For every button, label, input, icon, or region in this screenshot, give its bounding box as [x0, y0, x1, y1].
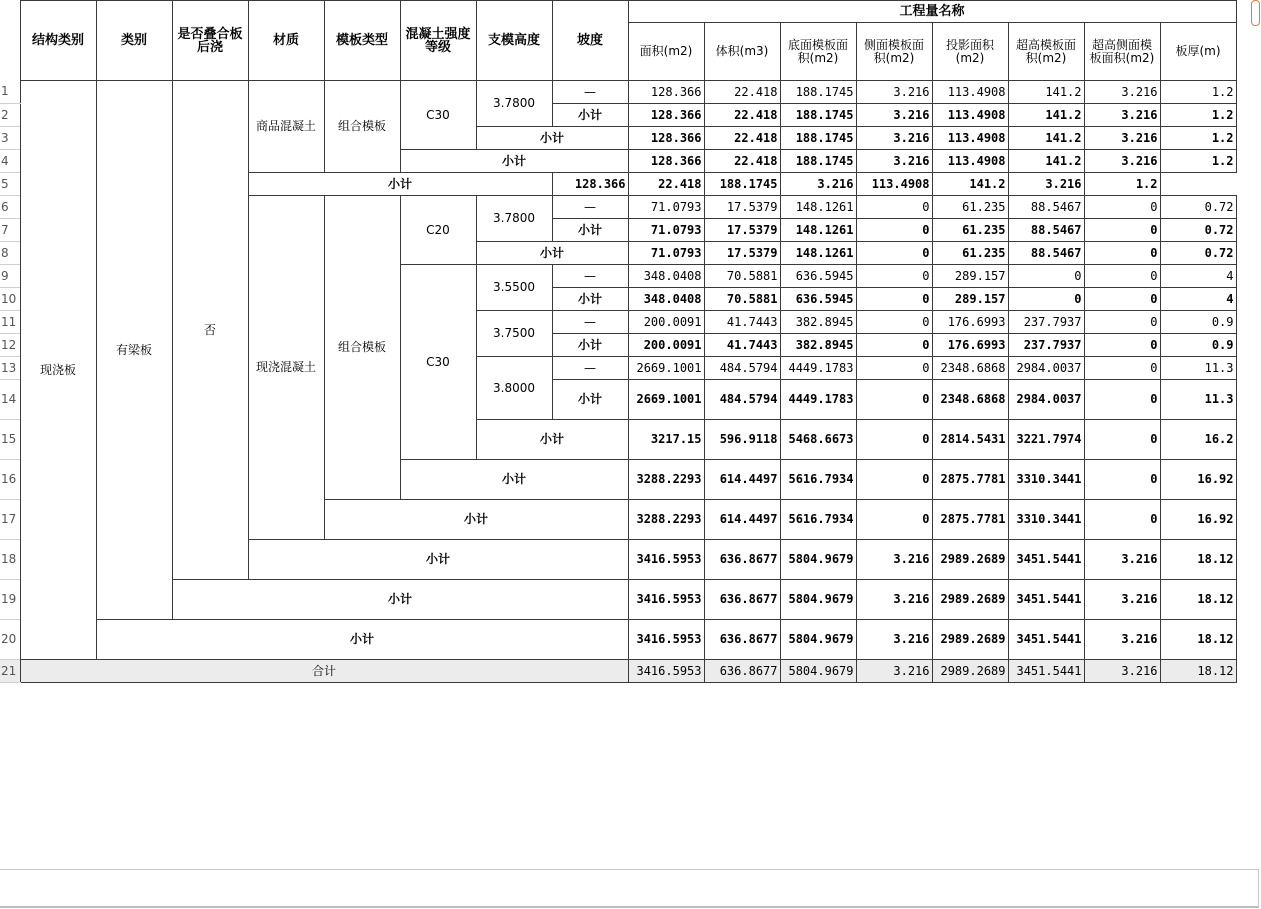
cell-slope[interactable]: —: [552, 81, 628, 104]
cell-value[interactable]: 188.1745: [780, 81, 856, 104]
table-row[interactable]: [0, 81, 1236, 104]
col-header-overlap[interactable]: 是否叠合板后浇: [172, 1, 248, 81]
cell-value[interactable]: 2814.5431: [932, 420, 1008, 460]
cell-struct-type[interactable]: 现浇板: [20, 81, 96, 660]
cell-value[interactable]: 2989.2689: [932, 660, 1008, 683]
cell-subtotal-label[interactable]: 小计: [400, 150, 628, 173]
cell-value[interactable]: 636.5945: [780, 265, 856, 288]
cell-value[interactable]: 17.5379: [704, 219, 780, 242]
cell-value[interactable]: 3416.5953: [628, 540, 704, 580]
corner-cell: [0, 1, 20, 81]
cell-value[interactable]: 3416.5953: [628, 660, 704, 683]
cell-value[interactable]: 128.366: [552, 173, 628, 196]
col-header-support-height[interactable]: 支模高度: [476, 1, 552, 81]
cell-overlap[interactable]: 否: [172, 81, 248, 580]
cell-value[interactable]: 3.216: [1084, 104, 1160, 127]
cell-value[interactable]: 88.5467: [1008, 196, 1084, 219]
cell-value[interactable]: 61.235: [932, 196, 1008, 219]
row-number: 11: [0, 311, 20, 334]
cell-value[interactable]: 3221.7974: [1008, 420, 1084, 460]
total-row[interactable]: [0, 660, 1236, 683]
cell-value[interactable]: 18.12: [1160, 540, 1236, 580]
cell-subtotal-label[interactable]: 小计: [476, 127, 628, 150]
bottom-panel: [0, 869, 1259, 908]
cell-value[interactable]: 0: [1084, 196, 1160, 219]
cell-value[interactable]: 348.0408: [628, 288, 704, 311]
cell-value[interactable]: 3.216: [1084, 660, 1160, 683]
cell-value[interactable]: 141.2: [932, 173, 1008, 196]
cell-material[interactable]: 现浇混凝土: [248, 196, 324, 540]
cell-value[interactable]: 614.4497: [704, 460, 780, 500]
vertical-scrollbar-thumb[interactable]: [1251, 0, 1260, 26]
row-number: 18: [0, 540, 20, 580]
cell-value[interactable]: 0: [1084, 334, 1160, 357]
cell-value[interactable]: 0: [1008, 288, 1084, 311]
cell-value[interactable]: 3451.5441: [1008, 540, 1084, 580]
table-row[interactable]: [0, 580, 1236, 620]
cell-support-height[interactable]: 3.7800: [476, 81, 552, 127]
cell-value[interactable]: 614.4497: [704, 500, 780, 540]
col-header-group: 工程量名称: [628, 1, 1236, 23]
col-header-bottom-formwork[interactable]: 底面模板面积(m2): [780, 23, 856, 81]
cell-value[interactable]: 1.2: [1160, 127, 1236, 150]
cell-value[interactable]: 3.216: [856, 660, 932, 683]
cell-value[interactable]: 289.157: [932, 288, 1008, 311]
cell-subtotal-label[interactable]: 小计: [552, 380, 628, 420]
cell-value[interactable]: 3310.3441: [1008, 460, 1084, 500]
col-header-concrete-grade[interactable]: 混凝土强度等级: [400, 1, 476, 81]
cell-value[interactable]: 2989.2689: [932, 540, 1008, 580]
cell-value[interactable]: 88.5467: [1008, 219, 1084, 242]
cell-value[interactable]: 0.9: [1160, 311, 1236, 334]
cell-value[interactable]: 11.3: [1160, 380, 1236, 420]
cell-value[interactable]: 71.0793: [628, 196, 704, 219]
cell-subtotal-label[interactable]: 小计: [400, 460, 628, 500]
cell-value[interactable]: 188.1745: [780, 104, 856, 127]
cell-value[interactable]: 61.235: [932, 242, 1008, 265]
cell-value[interactable]: 2984.0037: [1008, 380, 1084, 420]
cell-value[interactable]: 2984.0037: [1008, 357, 1084, 380]
cell-value[interactable]: 382.8945: [780, 311, 856, 334]
cell-value[interactable]: 22.418: [704, 150, 780, 173]
cell-value[interactable]: 188.1745: [780, 150, 856, 173]
col-header-side-formwork[interactable]: 侧面模板面积(m2): [856, 23, 932, 81]
cell-value[interactable]: 4: [1160, 288, 1236, 311]
cell-value[interactable]: 3451.5441: [1008, 620, 1084, 660]
cell-value[interactable]: 18.12: [1160, 620, 1236, 660]
cell-value[interactable]: 71.0793: [628, 219, 704, 242]
cell-value[interactable]: 3451.5441: [1008, 580, 1084, 620]
cell-value[interactable]: 636.8677: [704, 580, 780, 620]
cell-value[interactable]: 3.216: [780, 173, 856, 196]
cell-value[interactable]: 0: [1084, 265, 1160, 288]
cell-value[interactable]: 5804.9679: [780, 620, 856, 660]
col-header-material[interactable]: 材质: [248, 1, 324, 81]
cell-value[interactable]: 3.216: [1084, 620, 1160, 660]
cell-value[interactable]: 0: [1084, 219, 1160, 242]
row-number: 8: [0, 242, 20, 265]
cell-value[interactable]: 3.216: [856, 127, 932, 150]
cell-value[interactable]: 0: [856, 219, 932, 242]
cell-value[interactable]: 148.1261: [780, 242, 856, 265]
cell-value[interactable]: 0: [856, 242, 932, 265]
cell-value[interactable]: 0: [1084, 357, 1160, 380]
cell-value[interactable]: 128.366: [628, 81, 704, 104]
cell-value[interactable]: 3.216: [856, 540, 932, 580]
col-header-slope[interactable]: 坡度: [552, 1, 628, 81]
row-number: 17: [0, 500, 20, 540]
col-header-overheight-side[interactable]: 超高侧面模板面积(m2): [1084, 23, 1160, 81]
cell-support-height[interactable]: 3.8000: [476, 357, 552, 420]
cell-concrete-grade[interactable]: C30: [400, 265, 476, 460]
cell-value[interactable]: 3.216: [1084, 580, 1160, 620]
cell-value[interactable]: 0: [1084, 380, 1160, 420]
cell-value[interactable]: 141.2: [1008, 150, 1084, 173]
cell-value[interactable]: 0: [1084, 288, 1160, 311]
cell-subtotal-label[interactable]: 小计: [96, 620, 628, 660]
cell-support-height[interactable]: 3.7500: [476, 311, 552, 357]
cell-value[interactable]: 2875.7781: [932, 460, 1008, 500]
cell-value[interactable]: 237.7937: [1008, 334, 1084, 357]
cell-value[interactable]: 0: [1084, 460, 1160, 500]
cell-value[interactable]: 188.1745: [780, 127, 856, 150]
cell-value[interactable]: 148.1261: [780, 219, 856, 242]
cell-formwork-type[interactable]: 组合模板: [324, 196, 400, 500]
cell-value[interactable]: 2875.7781: [932, 500, 1008, 540]
cell-value[interactable]: 5804.9679: [780, 580, 856, 620]
cell-value[interactable]: 596.9118: [704, 420, 780, 460]
row-number: 12: [0, 334, 20, 357]
cell-value[interactable]: 3.216: [1084, 81, 1160, 104]
cell-category[interactable]: 有梁板: [96, 81, 172, 620]
cell-value[interactable]: 3.216: [1008, 173, 1084, 196]
cell-value[interactable]: 113.4908: [932, 104, 1008, 127]
cell-value[interactable]: 1.2: [1084, 173, 1160, 196]
cell-value[interactable]: 128.366: [628, 150, 704, 173]
col-header-category[interactable]: 类别: [96, 1, 172, 81]
cell-value[interactable]: 16.2: [1160, 420, 1236, 460]
cell-concrete-grade[interactable]: C20: [400, 196, 476, 265]
row-number: 4: [0, 150, 20, 173]
cell-value[interactable]: 636.8677: [704, 660, 780, 683]
cell-value[interactable]: 0.72: [1160, 219, 1236, 242]
cell-value[interactable]: 41.7443: [704, 334, 780, 357]
cell-support-height[interactable]: 3.5500: [476, 265, 552, 311]
cell-value[interactable]: 2348.6868: [932, 380, 1008, 420]
cell-slope[interactable]: —: [552, 196, 628, 219]
cell-value[interactable]: 141.2: [1008, 81, 1084, 104]
row-number: 16: [0, 460, 20, 500]
cell-value[interactable]: 141.2: [1008, 127, 1084, 150]
cell-value[interactable]: 3.216: [856, 150, 932, 173]
col-header-formwork-type[interactable]: 模板类型: [324, 1, 400, 81]
cell-value[interactable]: 0: [1084, 500, 1160, 540]
col-header-projection[interactable]: 投影面积(m2): [932, 23, 1008, 81]
cell-concrete-grade[interactable]: C30: [400, 81, 476, 150]
cell-subtotal-label[interactable]: 小计: [476, 420, 628, 460]
cell-value[interactable]: 382.8945: [780, 334, 856, 357]
row-number: 15: [0, 420, 20, 460]
cell-subtotal-label[interactable]: 小计: [552, 334, 628, 357]
cell-value[interactable]: 3217.15: [628, 420, 704, 460]
row-number: 5: [0, 173, 20, 196]
cell-value[interactable]: 113.4908: [932, 81, 1008, 104]
cell-value[interactable]: 200.0091: [628, 311, 704, 334]
cell-value[interactable]: 0: [856, 196, 932, 219]
cell-slope[interactable]: —: [552, 311, 628, 334]
cell-value[interactable]: 113.4908: [856, 173, 932, 196]
cell-value[interactable]: 0: [856, 311, 932, 334]
cell-value[interactable]: 113.4908: [932, 127, 1008, 150]
row-number: 2: [0, 104, 20, 127]
cell-value[interactable]: 4: [1160, 265, 1236, 288]
cell-value[interactable]: 200.0091: [628, 334, 704, 357]
cell-value[interactable]: 11.3: [1160, 357, 1236, 380]
cell-value[interactable]: 484.5794: [704, 357, 780, 380]
cell-slope[interactable]: —: [552, 357, 628, 380]
cell-value[interactable]: 18.12: [1160, 660, 1236, 683]
cell-value[interactable]: 2989.2689: [932, 620, 1008, 660]
cell-value[interactable]: 71.0793: [628, 242, 704, 265]
cell-value[interactable]: 0: [1084, 311, 1160, 334]
cell-value[interactable]: 188.1745: [704, 173, 780, 196]
cell-value[interactable]: 3310.3441: [1008, 500, 1084, 540]
cell-value[interactable]: 1.2: [1160, 104, 1236, 127]
cell-value[interactable]: 0.9: [1160, 334, 1236, 357]
cell-value[interactable]: 0.72: [1160, 196, 1236, 219]
cell-value[interactable]: 4449.1783: [780, 380, 856, 420]
cell-value[interactable]: 88.5467: [1008, 242, 1084, 265]
cell-value[interactable]: 148.1261: [780, 196, 856, 219]
cell-subtotal-label[interactable]: 小计: [476, 242, 628, 265]
row-number: 1: [0, 81, 20, 104]
cell-subtotal-label[interactable]: 小计: [248, 540, 628, 580]
row-number: 3: [0, 127, 20, 150]
cell-value[interactable]: 237.7937: [1008, 311, 1084, 334]
col-header-struct-type[interactable]: 结构类别: [20, 1, 96, 81]
cell-value[interactable]: 2669.1001: [628, 380, 704, 420]
cell-value[interactable]: 176.6993: [932, 334, 1008, 357]
cell-value[interactable]: 0: [856, 460, 932, 500]
cell-value[interactable]: 22.418: [704, 127, 780, 150]
row-number: 10: [0, 288, 20, 311]
cell-value[interactable]: 0.72: [1160, 242, 1236, 265]
cell-subtotal-label[interactable]: 小计: [552, 288, 628, 311]
cell-value[interactable]: 3416.5953: [628, 620, 704, 660]
cell-value[interactable]: 18.12: [1160, 580, 1236, 620]
cell-value[interactable]: 17.5379: [704, 242, 780, 265]
cell-subtotal-label[interactable]: 小计: [324, 500, 628, 540]
cell-slope[interactable]: —: [552, 265, 628, 288]
cell-value[interactable]: 0: [856, 265, 932, 288]
cell-value[interactable]: 0: [1084, 242, 1160, 265]
row-number: 19: [0, 580, 20, 620]
cell-value[interactable]: 636.8677: [704, 620, 780, 660]
row-number: 6: [0, 196, 20, 219]
cell-value[interactable]: 3288.2293: [628, 500, 704, 540]
cell-value[interactable]: 2989.2689: [932, 580, 1008, 620]
cell-value[interactable]: 113.4908: [932, 150, 1008, 173]
cell-value[interactable]: 5804.9679: [780, 540, 856, 580]
cell-subtotal-label[interactable]: 小计: [552, 104, 628, 127]
cell-value[interactable]: 3.216: [856, 104, 932, 127]
cell-value[interactable]: 3.216: [856, 580, 932, 620]
cell-value[interactable]: 3.216: [1084, 150, 1160, 173]
cell-value[interactable]: 1.2: [1160, 150, 1236, 173]
cell-value[interactable]: 3288.2293: [628, 460, 704, 500]
cell-subtotal-label[interactable]: 小计: [248, 173, 552, 196]
cell-value[interactable]: 484.5794: [704, 380, 780, 420]
col-header-thickness[interactable]: 板厚(m): [1160, 23, 1236, 81]
cell-value[interactable]: 636.8677: [704, 540, 780, 580]
cell-value[interactable]: 3.216: [856, 620, 932, 660]
cell-support-height[interactable]: 3.7800: [476, 196, 552, 242]
row-number: 9: [0, 265, 20, 288]
cell-value[interactable]: 41.7443: [704, 311, 780, 334]
cell-value[interactable]: 141.2: [1008, 104, 1084, 127]
cell-value[interactable]: 0: [856, 334, 932, 357]
cell-value[interactable]: 3.216: [1084, 540, 1160, 580]
cell-value[interactable]: 0: [856, 380, 932, 420]
cell-value[interactable]: 176.6993: [932, 311, 1008, 334]
cell-value[interactable]: 1.2: [1160, 81, 1236, 104]
cell-value[interactable]: 16.92: [1160, 460, 1236, 500]
table-row[interactable]: [0, 620, 1236, 660]
cell-formwork-type[interactable]: 组合模板: [324, 81, 400, 173]
cell-value[interactable]: 2348.6868: [932, 357, 1008, 380]
cell-value[interactable]: 70.5881: [704, 288, 780, 311]
cell-value[interactable]: 22.418: [704, 104, 780, 127]
col-header-volume[interactable]: 体积(m3): [704, 23, 780, 81]
cell-value[interactable]: 128.366: [628, 127, 704, 150]
cell-value[interactable]: 0: [856, 288, 932, 311]
cell-value[interactable]: 70.5881: [704, 265, 780, 288]
cell-value[interactable]: 0: [856, 357, 932, 380]
cell-value[interactable]: 636.5945: [780, 288, 856, 311]
row-number: 20: [0, 620, 20, 660]
cell-value[interactable]: 5804.9679: [780, 660, 856, 683]
cell-value[interactable]: 0: [856, 500, 932, 540]
cell-value[interactable]: 16.92: [1160, 500, 1236, 540]
cell-value[interactable]: 5616.7934: [780, 500, 856, 540]
cell-material[interactable]: 商品混凝土: [248, 81, 324, 173]
row-number: 14: [0, 380, 20, 420]
cell-value[interactable]: 3451.5441: [1008, 660, 1084, 683]
col-header-overheight-formwork[interactable]: 超高模板面积(m2): [1008, 23, 1084, 81]
cell-value[interactable]: 17.5379: [704, 196, 780, 219]
cell-value[interactable]: 61.235: [932, 219, 1008, 242]
cell-value[interactable]: 128.366: [628, 104, 704, 127]
cell-value[interactable]: 348.0408: [628, 265, 704, 288]
row-number: 7: [0, 219, 20, 242]
col-header-area[interactable]: 面积(m2): [628, 23, 704, 81]
cell-value[interactable]: 3.216: [856, 81, 932, 104]
cell-subtotal-label[interactable]: 小计: [172, 580, 628, 620]
row-number: 21: [0, 660, 20, 683]
cell-value[interactable]: 5616.7934: [780, 460, 856, 500]
cell-total-label[interactable]: 合计: [20, 660, 628, 683]
cell-value[interactable]: 22.418: [628, 173, 704, 196]
cell-value[interactable]: 0: [856, 420, 932, 460]
cell-value[interactable]: 4449.1783: [780, 357, 856, 380]
cell-value[interactable]: 2669.1001: [628, 357, 704, 380]
cell-value[interactable]: 0: [1008, 265, 1084, 288]
cell-value[interactable]: 5468.6673: [780, 420, 856, 460]
cell-value[interactable]: 3416.5953: [628, 580, 704, 620]
row-number: 13: [0, 357, 20, 380]
cell-value[interactable]: 22.418: [704, 81, 780, 104]
cell-value[interactable]: 289.157: [932, 265, 1008, 288]
cell-value[interactable]: 3.216: [1084, 127, 1160, 150]
cell-value[interactable]: 0: [1084, 420, 1160, 460]
header-row: [0, 1, 1236, 23]
cell-subtotal-label[interactable]: 小计: [552, 219, 628, 242]
